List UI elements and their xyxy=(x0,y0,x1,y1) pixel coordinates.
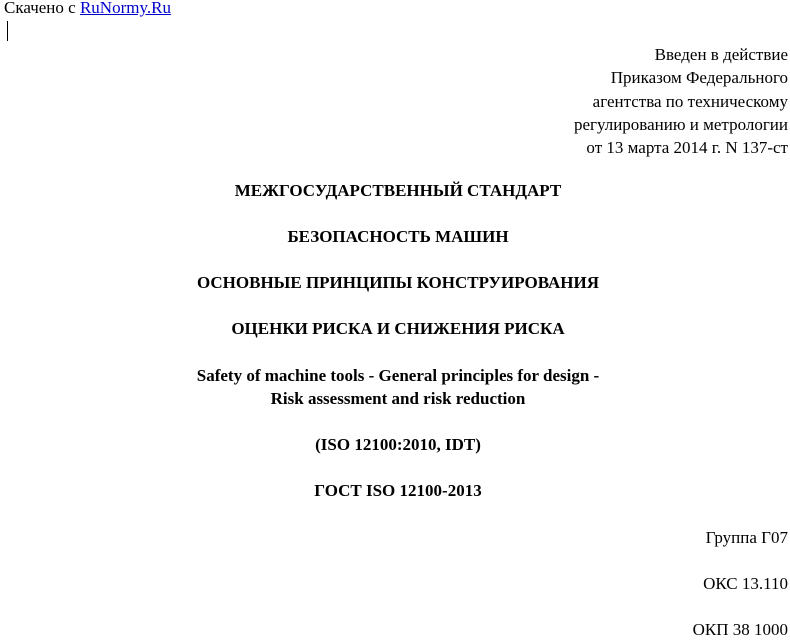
download-source-note xyxy=(4,0,171,18)
classification-okp: ОКП 38 1000 xyxy=(692,620,788,639)
enactment-line: Введен в действие xyxy=(654,45,788,64)
classification-oks: ОКС 13.110 xyxy=(703,574,788,593)
text-cursor xyxy=(7,21,8,41)
enactment-line: агентства по техническому xyxy=(592,91,788,111)
classification-group: Группа Г07 xyxy=(705,528,788,547)
enactment-line: от 13 марта 2014 г. N 137-ст xyxy=(586,138,788,158)
standard-type-heading: МЕЖГОСУДАРСТВЕННЫЙ СТАНДАРТ xyxy=(234,181,562,200)
title-line-1: БЕЗОПАСНОСТЬ МАШИН xyxy=(287,227,509,246)
enactment-block xyxy=(574,43,788,159)
download-prefix: Скачено с xyxy=(4,0,76,17)
title-line-2: ОСНОВНЫЕ ПРИНЦИПЫ КОНСТРУИРОВАНИЯ xyxy=(196,273,600,292)
english-title-line-2: Risk assessment and risk reduction xyxy=(270,389,526,408)
title-line-3: ОЦЕНКИ РИСКА И СНИЖЕНИЯ РИСКА xyxy=(231,319,565,338)
enactment-line: Приказом Федерального xyxy=(610,68,788,88)
iso-reference: (ISO 12100:2010, IDT) xyxy=(315,435,481,454)
enactment-line: регулированию и метрологии xyxy=(573,114,788,134)
english-title-line-1: Safety of machine tools - General principles for design - xyxy=(196,366,600,385)
source-link[interactable]: RuNormy.Ru xyxy=(79,0,171,17)
standard-code: ГОСТ ISO 12100-2013 xyxy=(314,481,482,500)
